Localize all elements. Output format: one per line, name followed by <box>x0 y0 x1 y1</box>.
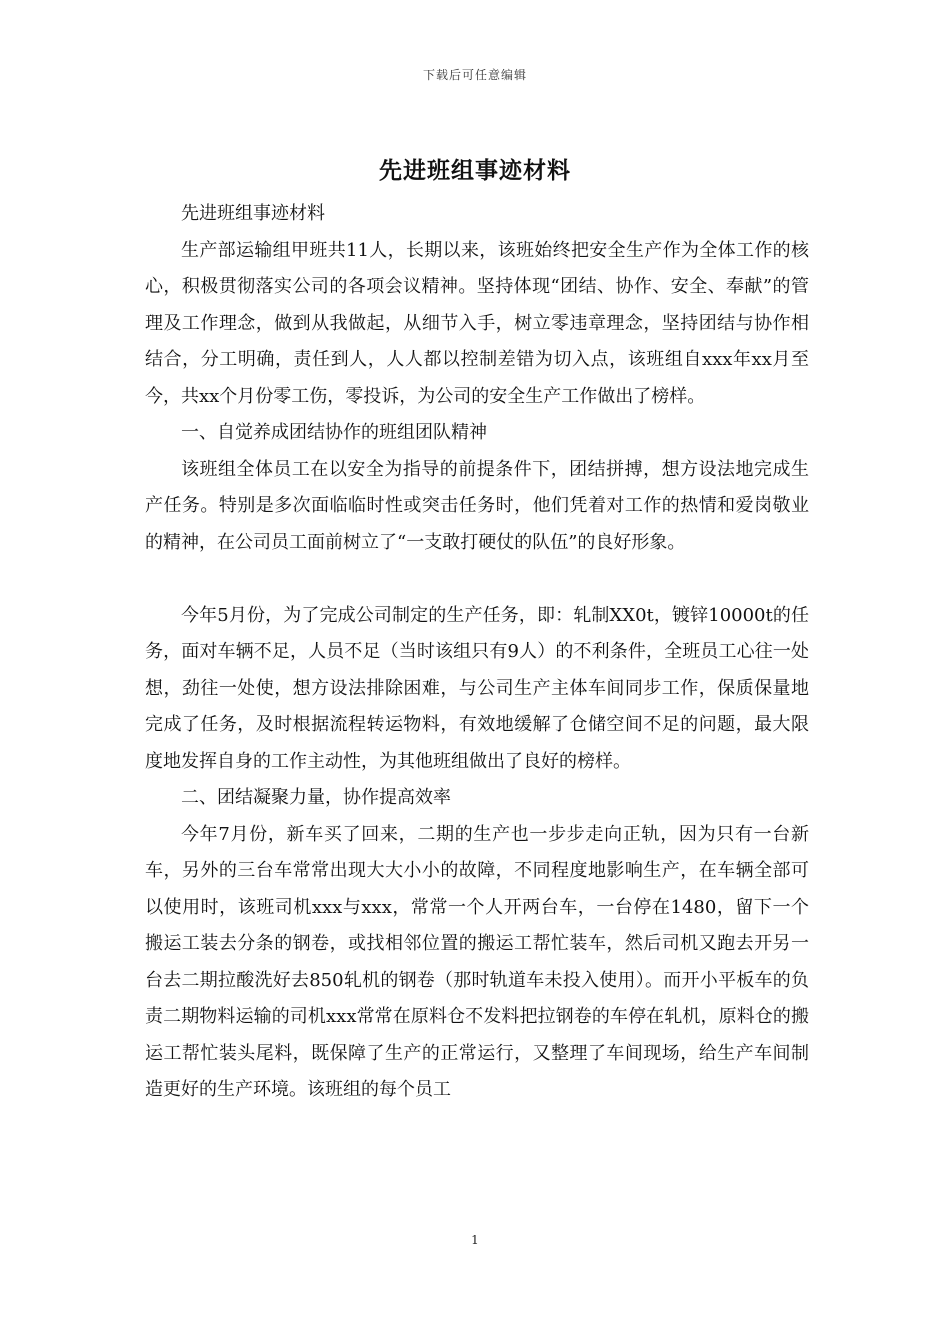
header-note: 下载后可任意编辑 <box>422 68 527 82</box>
document-title: 先进班组事迹材料 <box>379 157 571 184</box>
paragraph-subtitle: 先进班组事迹材料 <box>181 203 325 224</box>
document-body <box>145 196 809 1109</box>
paragraph-may: 今年5月份，为了完成公司制定的生产任务，即：轧制XX0t，镀锌10000t的任务，面对车辆不足，人员不足（当时该组只有9人）的不利条件，全班员工心往一处想，劲往一处使，想方设法排除困难，与公司生产主体车间同步工作，保质保量地完成了任务，及时根据流程转运物料，有效地缓解了仓储空间不足的问题，最大限度地发挥自身的工作主动性，为其他班组做出了良好的榜样。 <box>145 604 809 772</box>
paragraph-section-1: 该班组全体员工在以安全为指导的前提条件下，团结拼搏，想方设法地完成生产任务。特别是多次面临临时性或突击任务时，他们凭着对工作的热情和爱岗敬业的精神，在公司员工面前树立了“一支敢打硬仗的队伍”的良好形象。 <box>145 458 809 553</box>
page-number: 1 <box>471 1233 479 1247</box>
blank-line <box>145 561 809 598</box>
paragraph-july: 今年7月份，新车买了回来，二期的生产也一步步走向正轨，因为只有一台新车，另外的三台车常常出现大大小小的故障，不同程度地影响生产，在车辆全部可以使用时，该班司机xxx与xxx，常常一个人开两台车，一台停在1480，留下一个搬运工装去分条的钢卷，或找相邻位置的搬运工帮忙装车，然后司机又跑去开另一台去二期拉酸洗好去850轧机的钢卷（那时轨道车未投入使用）。而开小平板车的负责二期物料运输的司机xxx常常在原料仓不发料把拉钢卷的车停在轧机，原料仓的搬运工帮忙装头尾料，既保障了生产的正常运行，又整理了车间现场，给生产车间制造更好的生产环境。该班组的每个员工 <box>145 823 809 1100</box>
section-heading-1: 一、自觉养成团结协作的班组团队精神 <box>181 422 487 443</box>
section-heading-2: 二、团结凝聚力量，协作提高效率 <box>181 787 451 808</box>
paragraph-intro: 生产部运输组甲班共11人，长期以来，该班始终把安全生产作为全体工作的核心，积极贯彻落实公司的各项会议精神。坚持体现“团结、协作、安全、奉献”的管理及工作理念，做到从我做起，从细节入手，树立零违章理念，坚持团结与协作相结合，分工明确，责任到人，人人都以控制差错为切入点，该班组自xxx年xx月至今，共xx个月份零工伤，零投诉，为公司的安全生产工作做出了榜样。 <box>145 239 809 407</box>
